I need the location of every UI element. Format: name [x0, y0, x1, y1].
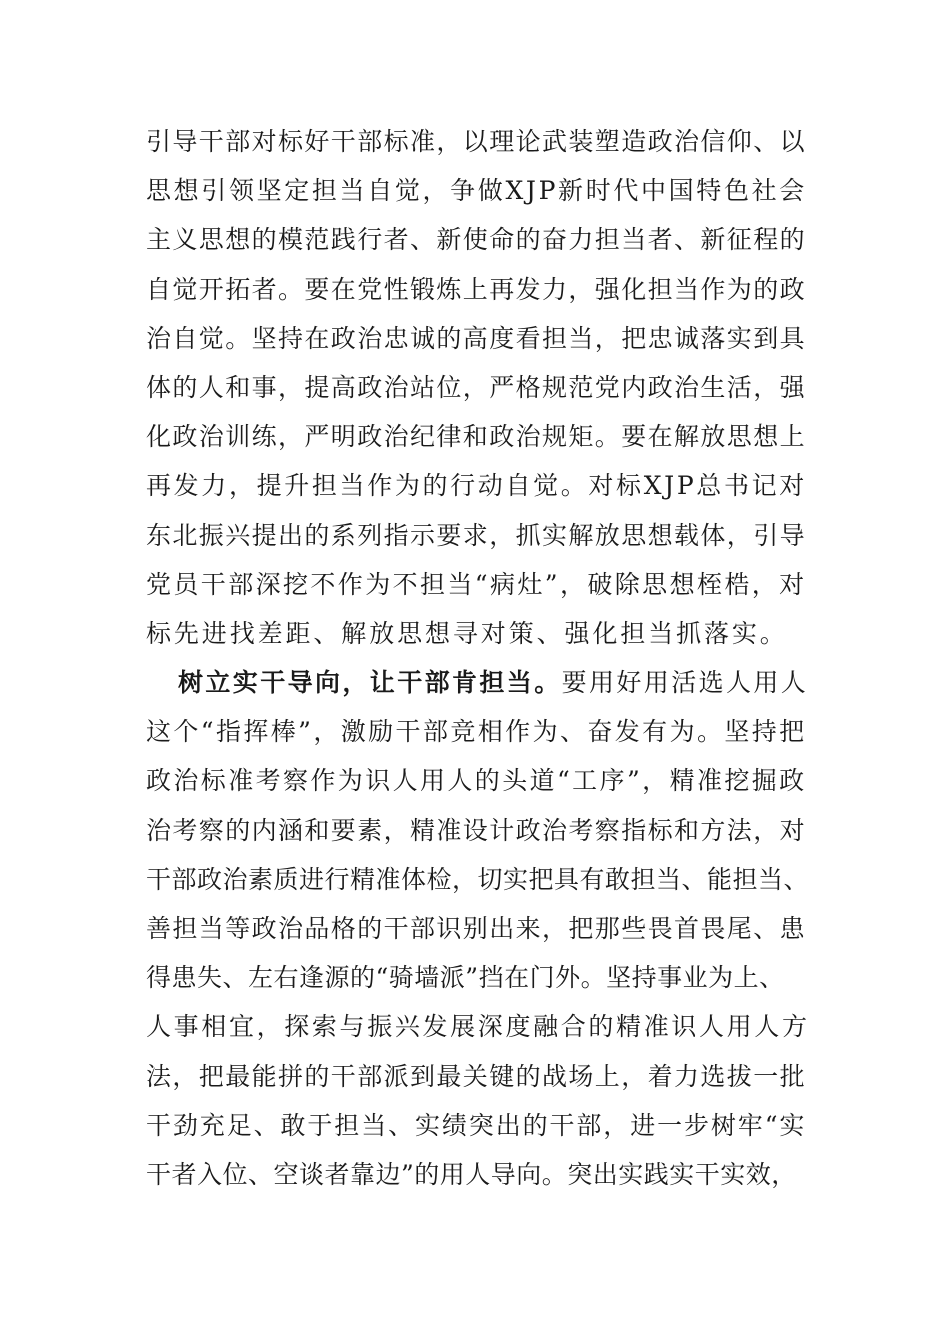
paragraph-1-line-6: 体的人和事，提高政治站位，严格规范党内政治生活，强 — [146, 372, 807, 402]
paragraph-2-line-8: 人事相宜，探索与振兴发展深度融合的精准识人用人方 — [146, 1012, 810, 1042]
paragraph-2-line-4: 治考察的内涵和要素，精准设计政治考察指标和方法，对 — [146, 815, 807, 845]
paragraph-2-first-line-rest: 要用好用活选人用人 — [561, 668, 809, 698]
paragraph-1-line-8: 再发力，提升担当作为的行动自觉。对标XJP总书记对 — [146, 471, 807, 501]
paragraph-1-line-4: 自觉开拓者。要在党性锻炼上再发力，强化担当作为的政 — [146, 274, 807, 304]
paragraph-1-line-1: 引导干部对标好干部标准，以理论武装塑造政治信仰、以 — [146, 127, 807, 156]
paragraph-2-line-1 — [146, 658, 809, 707]
paragraph-1-line-5: 治自觉。坚持在政治忠诚的高度看担当，把忠诚落实到具 — [146, 323, 807, 353]
paragraph-2-line-9: 法，把最能拼的干部派到最关键的战场上，着力选拔一批 — [146, 1061, 807, 1091]
body-text — [146, 117, 810, 1199]
paragraph-2-line-10: 干劲充足、敢于担当、实绩突出的干部，进一步树牢“实 — [146, 1110, 807, 1140]
paragraph-2-line-6: 善担当等政治品格的干部识别出来，把那些畏首畏尾、患 — [146, 914, 807, 943]
paragraph-2-line-2: 这个“指挥棒”，激励干部竞相作为、奋发有为。坚持把 — [146, 717, 807, 747]
paragraph-1-line-2: 思想引领坚定担当自觉，争做XJP新时代中国特色社会 — [146, 176, 807, 206]
paragraph-2-heading: 树立实干导向，让干部肯担当。 — [178, 668, 562, 698]
paragraph-2-line-5: 干部政治素质进行精准体检，切实把具有敢担当、能担当、 — [146, 864, 810, 894]
paragraph-1-line-7: 化政治训练，严明政治纪律和政治规矩。要在解放思想上 — [146, 422, 807, 452]
paragraph-1-line-11: 标先进找差距、解放思想寻对策、强化担当抓落实。 — [146, 618, 788, 648]
paragraph-1-line-10: 党员干部深挖不作为不担当“病灶”，破除思想桎梏，对 — [146, 569, 807, 599]
paragraph-2-line-11: 干者入位、空谈者靠边”的用人导向。突出实践实干实效， — [146, 1159, 797, 1189]
paragraph-1-line-9: 东北振兴提出的系列指示要求，抓实解放思想载体，引导 — [146, 520, 807, 550]
paragraph-2-line-7: 得患失、左右逢源的“骑墙派”挡在门外。坚持事业为上、 — [146, 963, 785, 993]
paragraph-2-line-3: 政治标准考察作为识人用人的头道“工序”，精准挖掘政 — [146, 766, 807, 796]
paragraph-1-line-3: 主义思想的模范践行者、新使命的奋力担当者、新征程的 — [146, 225, 807, 255]
